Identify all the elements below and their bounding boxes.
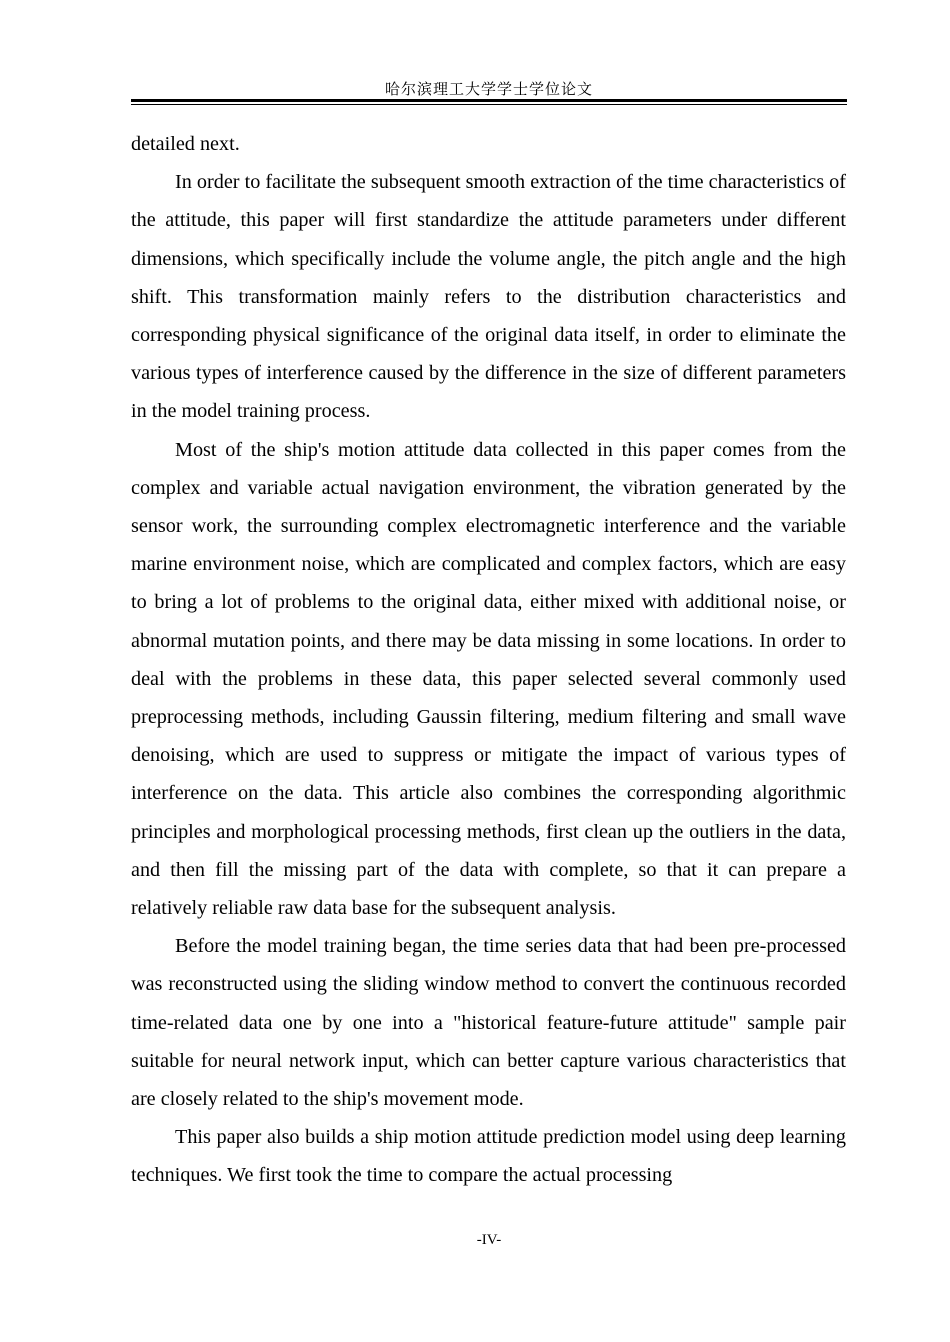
paragraph-standardization: In order to facilitate the subsequent smooth extraction of the time characteristics of the attitude, this paper will first standardize the attitude parameters under different dimensions, which specifically include the volume angle, the pitch angle and the high shift. This transformation mainly refers to the distribution characteristics and corresponding physical significance of the original data itself, in order to eliminate the various types of interference caused by the difference in the size of different parameters in the model training process.: [131, 171, 846, 423]
paragraph-continued: detailed next.: [131, 133, 240, 155]
paragraph-model: This paper also builds a ship motion attitude prediction model using deep learning techniques. We first took the time to compare the actual processing: [131, 1126, 846, 1187]
running-header: 哈尔滨理工大学学士学位论文: [384, 80, 593, 98]
page-number: -IV-: [476, 1232, 502, 1248]
header-rule-thick: [131, 99, 847, 102]
header-rule-thin: [131, 104, 847, 105]
paragraph-preprocessing: Most of the ship's motion attitude data collected in this paper comes from the complex and variable actual navigation environment, the vibration generated by the sensor work, the surrounding complex electromagnetic interference and the variable marine environment noise, which are complicated and complex factors, which are easy to bring a lot of problems to the original data, either mixed with additional noise, or abnormal mutation points, and there may be data missing in some locations. In order to deal with the problems in these data, this paper selected several commonly used preprocessing methods, including Gaussin filtering, medium filtering and small wave denoising, which are used to suppress or mitigate the impact of various types of interference on the data. This article also combines the corresponding algorithmic principles and morphological processing methods, first clean up the outliers in the data, and then fill the missing part of the data with complete, so that it can prepare a relatively reliable raw data base for the subsequent analysis.: [131, 438, 846, 920]
paragraph-sliding-window: Before the model training began, the time series data that had been pre-processed was reconstructed using the sliding window method to convert the continuous recorded time-related data one by one into a "historical feature-future attitude" sample pair suitable for neural network input, which can better capture various characteristics that are closely related to the ship's movement mode.: [131, 935, 846, 1111]
body-text: [131, 125, 846, 1195]
